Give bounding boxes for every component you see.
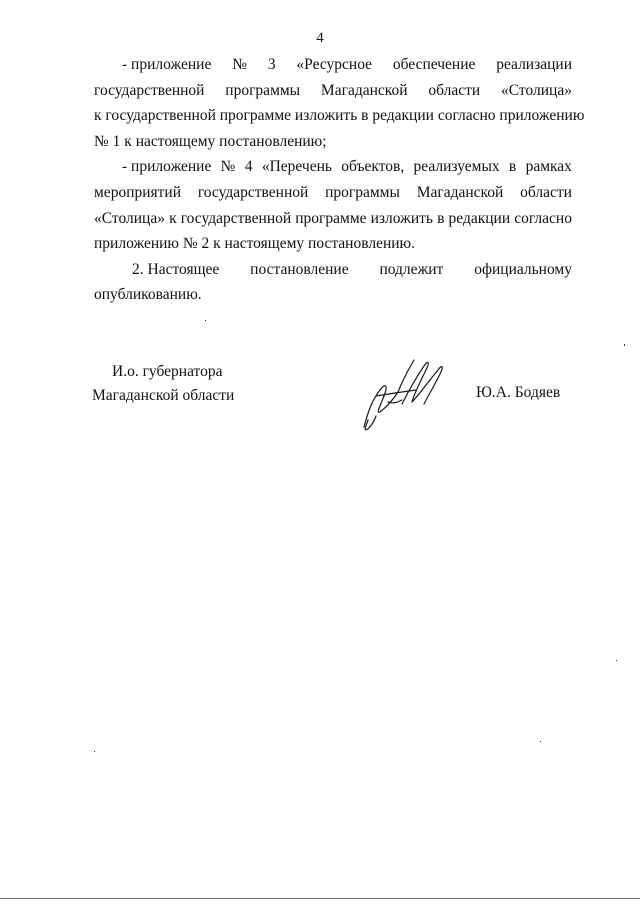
word: государственной: [94, 81, 205, 99]
word: реализуемых: [413, 158, 500, 176]
word: к: [169, 209, 177, 227]
word: 4: [244, 158, 253, 176]
word: Магаданской: [416, 183, 504, 201]
word: официальному: [474, 260, 572, 278]
paragraph-line: № 1 к настоящему постановлению;: [94, 132, 327, 150]
paragraph-line: [94, 257, 572, 283]
word: области: [428, 81, 481, 99]
scan-edge: [0, 898, 640, 899]
scan-speck: [540, 741, 541, 742]
word: постановление: [250, 260, 349, 278]
word: рамках: [525, 158, 572, 176]
signatory-position: [92, 360, 234, 408]
paragraph-line: [94, 206, 572, 232]
page-number: 4: [316, 30, 324, 46]
signatory-name: Ю.А. Бодяев: [476, 384, 561, 401]
word: подлежит: [379, 260, 444, 278]
word: изложить: [370, 209, 433, 227]
word: в: [437, 209, 445, 227]
handwritten-signature: [358, 352, 450, 432]
document-body: [94, 52, 585, 308]
paragraph-line: приложению № 2 к настоящему постановлению.: [94, 235, 415, 253]
word: «Столица»: [94, 209, 165, 227]
word: области: [520, 183, 572, 201]
word: Магаданской: [320, 81, 408, 99]
scan-speck: [205, 320, 206, 321]
word: - приложение: [122, 158, 212, 176]
word: программы: [325, 183, 400, 201]
paragraph-appendix-4: [94, 154, 572, 256]
word: №: [220, 158, 236, 176]
paragraph-line: [94, 78, 572, 104]
scan-speck: [624, 344, 625, 346]
paragraph-line: [94, 180, 572, 206]
word: государственной: [197, 183, 309, 201]
paragraph-line: [94, 52, 572, 78]
paragraph-line: [94, 154, 572, 180]
word: в: [508, 158, 517, 176]
paragraph-line: опубликованию.: [94, 286, 202, 304]
word: редакции: [448, 209, 511, 227]
word: мероприятий: [94, 183, 182, 201]
word: согласно: [514, 209, 572, 227]
word: 2. Настоящее: [132, 260, 220, 278]
word: «Столица»: [501, 81, 572, 99]
scan-speck: [94, 751, 95, 752]
word: обеспечение: [392, 56, 476, 73]
paragraph-appendix-3: [94, 52, 585, 154]
word: «Перечень: [261, 158, 332, 176]
signatory-position-line: Магаданской области: [92, 387, 235, 404]
scan-speck: [616, 660, 617, 661]
word: - приложение: [122, 56, 212, 73]
word: объектов,: [341, 158, 405, 176]
word: программе: [295, 209, 367, 227]
word: программы: [225, 81, 301, 99]
paragraph-publication: [94, 257, 572, 308]
word: №: [232, 56, 247, 73]
word: государственной: [180, 209, 292, 227]
word: реализации: [496, 56, 572, 73]
signatory-position-line: И.о. губернатора: [112, 363, 223, 380]
word: «Ресурсное: [296, 56, 373, 73]
word: 3: [267, 56, 276, 73]
paragraph-line: к государственной программе изложить в редакции согласно приложению: [94, 107, 585, 125]
